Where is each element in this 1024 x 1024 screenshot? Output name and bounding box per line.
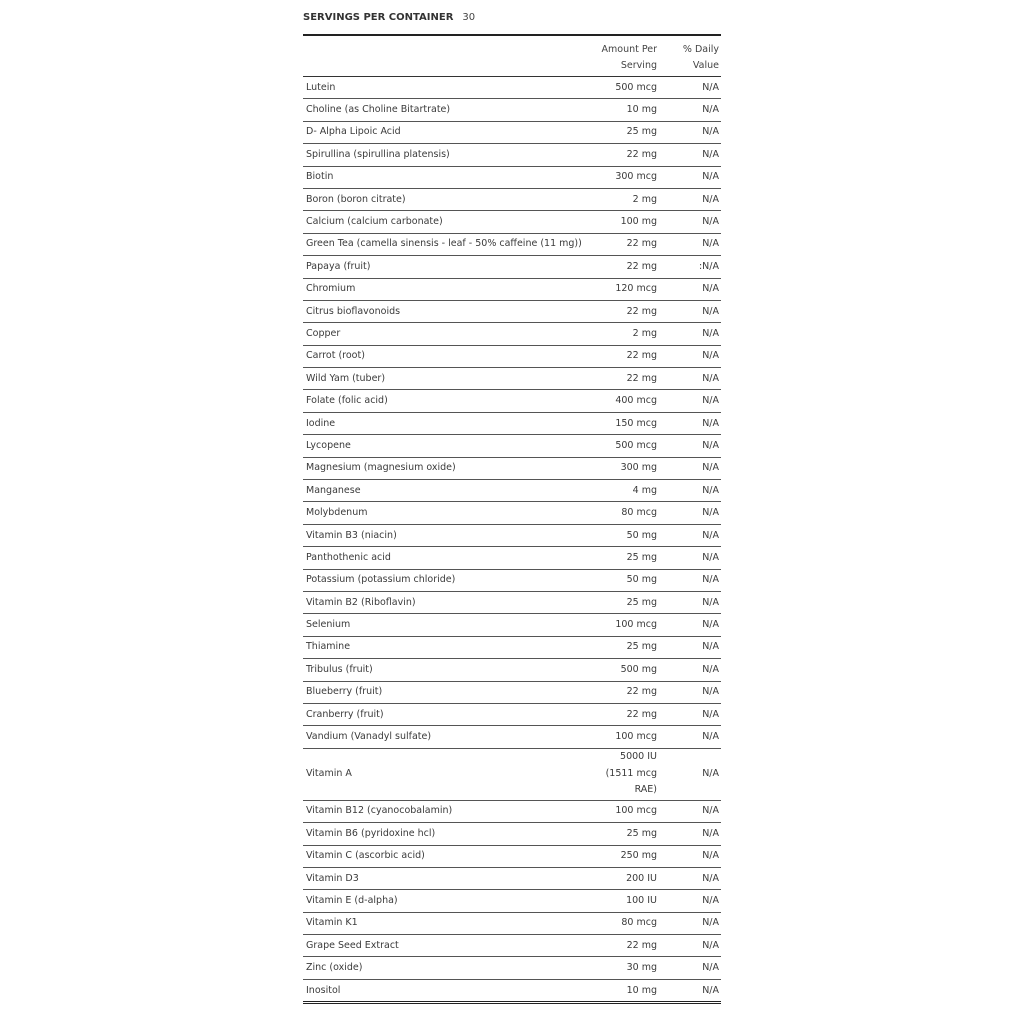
daily-value: N/A <box>659 99 721 121</box>
amount-per-serving: 100 mcg <box>596 614 659 636</box>
amount-per-serving: 120 mcg <box>596 278 659 300</box>
nutrient-name: Blueberry (fruit) <box>303 681 596 703</box>
table-row <box>303 166 721 188</box>
nutrient-name: Papaya (fruit) <box>303 256 596 278</box>
servings-value: 30 <box>462 11 476 23</box>
daily-value: :N/A <box>659 256 721 278</box>
daily-value: N/A <box>659 957 721 979</box>
amount-per-serving: 150 mcg <box>596 412 659 434</box>
nutrient-name: Tribulus (fruit) <box>303 659 596 681</box>
table-row <box>303 703 721 725</box>
amount-header <box>596 35 659 77</box>
nutrient-name: Biotin <box>303 166 596 188</box>
daily-value: N/A <box>659 867 721 889</box>
table-row <box>303 659 721 681</box>
amount-per-serving: 200 IU <box>596 867 659 889</box>
table-row <box>303 323 721 345</box>
nutrient-name: Calcium (calcium carbonate) <box>303 211 596 233</box>
servings-per-container <box>303 0 721 34</box>
table-row <box>303 99 721 121</box>
amount-header-line2: Serving <box>620 60 657 71</box>
nutrient-name: Choline (as Choline Bitartrate) <box>303 99 596 121</box>
amount-per-serving: 250 mg <box>596 845 659 867</box>
amount-per-serving: 50 mg <box>596 569 659 591</box>
nutrient-name: Folate (folic acid) <box>303 390 596 412</box>
nutrient-name: Zinc (oxide) <box>303 957 596 979</box>
table-row <box>303 748 721 800</box>
amount-per-serving: 10 mg <box>596 99 659 121</box>
nutrient-name: Wild Yam (tuber) <box>303 368 596 390</box>
daily-value: N/A <box>659 323 721 345</box>
amount-per-serving: 500 mg <box>596 659 659 681</box>
nutrient-name: Citrus bioflavonoids <box>303 300 596 322</box>
amount-per-serving <box>596 748 659 800</box>
daily-value: N/A <box>659 726 721 748</box>
table-row <box>303 77 721 99</box>
daily-value: N/A <box>659 345 721 367</box>
table-row <box>303 569 721 591</box>
table-row <box>303 979 721 1002</box>
amount-per-serving: 22 mg <box>596 345 659 367</box>
daily-value: N/A <box>659 823 721 845</box>
table-row <box>303 345 721 367</box>
amount-per-serving: 2 mg <box>596 188 659 210</box>
table-row <box>303 726 721 748</box>
nutrient-name: Vitamin D3 <box>303 867 596 889</box>
daily-value: N/A <box>659 188 721 210</box>
nutrient-name: Potassium (potassium chloride) <box>303 569 596 591</box>
amount-per-serving: 2 mg <box>596 323 659 345</box>
amount-per-serving: 300 mcg <box>596 166 659 188</box>
nutrient-name: Copper <box>303 323 596 345</box>
amount-per-serving: 500 mcg <box>596 435 659 457</box>
supplement-facts-panel <box>303 0 721 1004</box>
daily-value: N/A <box>659 912 721 934</box>
nutrient-name: Magnesium (magnesium oxide) <box>303 457 596 479</box>
amount-per-serving: 22 mg <box>596 703 659 725</box>
table-row <box>303 890 721 912</box>
amount-line: RAE) <box>634 784 657 796</box>
nutrient-name: Vitamin B3 (niacin) <box>303 524 596 546</box>
nutrient-name: Lycopene <box>303 435 596 457</box>
table-row <box>303 867 721 889</box>
nutrient-name: Vandium (Vanadyl sulfate) <box>303 726 596 748</box>
nutrient-name: Selenium <box>303 614 596 636</box>
nutrient-name: Grape Seed Extract <box>303 935 596 957</box>
nutrient-name: Vitamin E (d-alpha) <box>303 890 596 912</box>
table-row <box>303 681 721 703</box>
daily-value: N/A <box>659 659 721 681</box>
amount-per-serving: 4 mg <box>596 480 659 502</box>
table-row <box>303 591 721 613</box>
daily-value: N/A <box>659 935 721 957</box>
table-row <box>303 121 721 143</box>
table-row <box>303 188 721 210</box>
table-row <box>303 502 721 524</box>
table-row <box>303 912 721 934</box>
nutrient-name: Vitamin B2 (Riboflavin) <box>303 591 596 613</box>
amount-per-serving: 22 mg <box>596 681 659 703</box>
amount-per-serving: 100 IU <box>596 890 659 912</box>
nutrient-name: Vitamin A <box>303 748 596 800</box>
nutrient-name: Vitamin B12 (cyanocobalamin) <box>303 800 596 822</box>
table-body <box>303 77 721 1003</box>
daily-value: N/A <box>659 614 721 636</box>
daily-value: N/A <box>659 547 721 569</box>
amount-per-serving: 25 mg <box>596 121 659 143</box>
amount-per-serving: 25 mg <box>596 591 659 613</box>
daily-value-header <box>659 35 721 77</box>
nutrient-name: Lutein <box>303 77 596 99</box>
nutrient-name: Molybdenum <box>303 502 596 524</box>
amount-per-serving: 100 mg <box>596 211 659 233</box>
nutrient-name: Vitamin C (ascorbic acid) <box>303 845 596 867</box>
amount-per-serving: 50 mg <box>596 524 659 546</box>
table-row <box>303 480 721 502</box>
amount-per-serving: 22 mg <box>596 368 659 390</box>
daily-value: N/A <box>659 278 721 300</box>
table-row <box>303 457 721 479</box>
daily-value: N/A <box>659 233 721 255</box>
amount-per-serving: 500 mcg <box>596 77 659 99</box>
daily-value: N/A <box>659 979 721 1002</box>
table-row <box>303 957 721 979</box>
amount-per-serving: 400 mcg <box>596 390 659 412</box>
nutrient-name: Thiamine <box>303 636 596 658</box>
daily-value: N/A <box>659 300 721 322</box>
daily-value: N/A <box>659 435 721 457</box>
nutrient-name: Green Tea (camella sinensis - leaf - 50% caffeine (11 mg)) <box>303 233 596 255</box>
amount-per-serving: 22 mg <box>596 144 659 166</box>
table-row <box>303 412 721 434</box>
daily-value: N/A <box>659 144 721 166</box>
nutrient-name: Spirullina (spirullina platensis) <box>303 144 596 166</box>
daily-value: N/A <box>659 800 721 822</box>
amount-line: (1511 mcg <box>605 767 657 779</box>
daily-value: N/A <box>659 390 721 412</box>
nutrient-name: Manganese <box>303 480 596 502</box>
amount-per-serving: 100 mcg <box>596 726 659 748</box>
table-row <box>303 823 721 845</box>
amount-per-serving: 25 mg <box>596 547 659 569</box>
daily-header-line1: % Daily <box>682 44 719 55</box>
daily-value: N/A <box>659 412 721 434</box>
table-row <box>303 524 721 546</box>
daily-value: N/A <box>659 211 721 233</box>
table-row <box>303 256 721 278</box>
amount-per-serving: 10 mg <box>596 979 659 1002</box>
daily-value: N/A <box>659 502 721 524</box>
amount-per-serving: 300 mg <box>596 457 659 479</box>
daily-value: N/A <box>659 77 721 99</box>
daily-value: N/A <box>659 480 721 502</box>
nutrient-name: Boron (boron citrate) <box>303 188 596 210</box>
daily-value: N/A <box>659 703 721 725</box>
daily-value: N/A <box>659 636 721 658</box>
nutrient-name: Cranberry (fruit) <box>303 703 596 725</box>
table-row <box>303 435 721 457</box>
table-row <box>303 547 721 569</box>
table-header-row <box>303 35 721 77</box>
table-row <box>303 211 721 233</box>
table-row <box>303 614 721 636</box>
amount-per-serving: 80 mcg <box>596 502 659 524</box>
amount-per-serving: 100 mcg <box>596 800 659 822</box>
daily-value: N/A <box>659 845 721 867</box>
daily-value: N/A <box>659 681 721 703</box>
amount-per-serving: 22 mg <box>596 256 659 278</box>
table-row <box>303 300 721 322</box>
nutrient-name: Carrot (root) <box>303 345 596 367</box>
name-header <box>303 35 596 77</box>
nutrient-name: Vitamin K1 <box>303 912 596 934</box>
amount-per-serving: 22 mg <box>596 935 659 957</box>
nutrient-name: Inositol <box>303 979 596 1002</box>
nutrient-name: Vitamin B6 (pyridoxine hcl) <box>303 823 596 845</box>
daily-value: N/A <box>659 748 721 800</box>
amount-per-serving: 25 mg <box>596 636 659 658</box>
table-row <box>303 800 721 822</box>
daily-value: N/A <box>659 368 721 390</box>
daily-value: N/A <box>659 569 721 591</box>
table-row <box>303 845 721 867</box>
table-row <box>303 636 721 658</box>
amount-per-serving: 30 mg <box>596 957 659 979</box>
nutrient-name: D- Alpha Lipoic Acid <box>303 121 596 143</box>
table-row <box>303 278 721 300</box>
table-row <box>303 368 721 390</box>
amount-per-serving: 22 mg <box>596 233 659 255</box>
amount-per-serving: 80 mcg <box>596 912 659 934</box>
amount-header-line1: Amount Per <box>601 44 657 55</box>
nutrient-table <box>303 34 721 1004</box>
daily-value: N/A <box>659 457 721 479</box>
servings-label: SERVINGS PER CONTAINER <box>303 11 454 23</box>
nutrient-name: Chromium <box>303 278 596 300</box>
table-row <box>303 144 721 166</box>
daily-value: N/A <box>659 591 721 613</box>
table-row <box>303 233 721 255</box>
amount-per-serving: 25 mg <box>596 823 659 845</box>
nutrient-name: Panthothenic acid <box>303 547 596 569</box>
daily-value: N/A <box>659 121 721 143</box>
table-row <box>303 390 721 412</box>
table-row <box>303 935 721 957</box>
daily-header-line2: Value <box>692 60 719 71</box>
daily-value: N/A <box>659 166 721 188</box>
nutrient-name: Iodine <box>303 412 596 434</box>
daily-value: N/A <box>659 890 721 912</box>
amount-per-serving: 22 mg <box>596 300 659 322</box>
amount-line: 5000 IU <box>620 751 657 763</box>
daily-value: N/A <box>659 524 721 546</box>
